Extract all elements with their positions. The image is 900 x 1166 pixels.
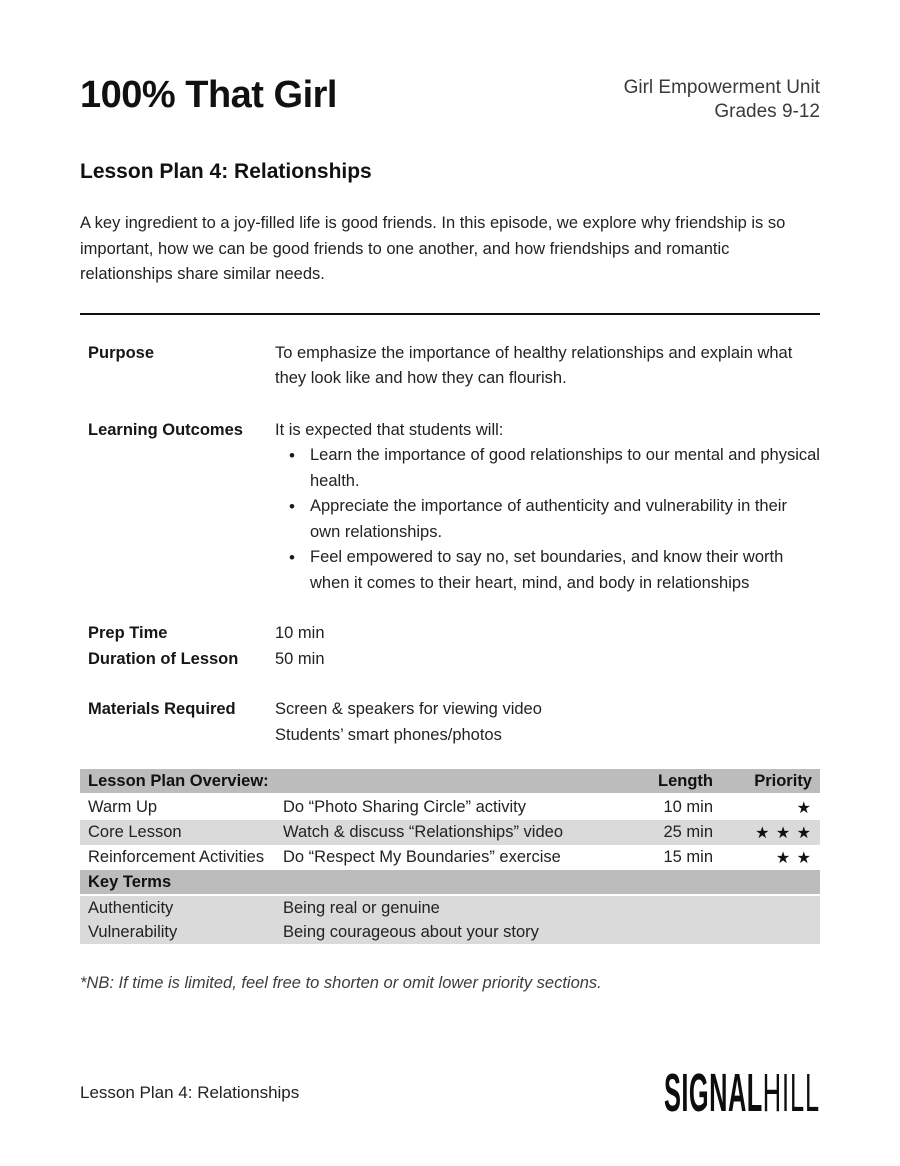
- priority-stars-icon: ★ ★: [775, 849, 812, 867]
- duration-label: Duration of Lesson: [88, 649, 239, 668]
- duration-value: 50 min: [275, 649, 325, 668]
- materials-list: [275, 697, 820, 748]
- outcome-item: • Feel empowered to say no, set boundaries, and know their worth when it comes to their heart, mind, and body in relationships: [275, 545, 820, 596]
- outcomes-intro: It is expected that students will:: [275, 420, 504, 439]
- activity-name: Reinforcement Activities: [88, 848, 265, 866]
- key-term: Vulnerability: [80, 920, 275, 944]
- document-header: [80, 74, 820, 124]
- intro-paragraph: A key ingredient to a joy-filled life is good friends. In this episode, we explore why friendship is so important, how we can be good friends to one another, and how friendships and romantic relationships share similar needs.: [80, 214, 786, 283]
- table-row: [80, 845, 820, 870]
- outcome-item: • Appreciate the importance of authenticity and vulnerability in their own relationships.: [275, 494, 820, 545]
- duration-row: [88, 647, 820, 673]
- key-term: Authenticity: [80, 895, 275, 920]
- priority-column-header: Priority: [725, 769, 820, 794]
- purpose-row: [88, 341, 820, 392]
- activity-length: 10 min: [663, 798, 713, 816]
- priority-footnote: *NB: If time is limited, feel free to shorten or omit lower priority sections.: [80, 974, 602, 992]
- activity-name: Core Lesson: [80, 820, 275, 845]
- key-term-definition: Being courageous about your story: [275, 920, 820, 944]
- section-divider: [80, 313, 820, 315]
- activity-name: Warm Up: [88, 798, 158, 816]
- outcome-item: • Learn the importance of good relationships to our mental and physical health.: [275, 443, 820, 494]
- activity-description: Do “Respect My Boundaries” exercise: [283, 848, 561, 866]
- lesson-overview-table: [80, 769, 820, 944]
- key-term-row: [80, 920, 820, 944]
- priority-stars-icon: ★: [796, 799, 812, 817]
- prep-time-value: 10 min: [275, 624, 325, 642]
- material-item: Screen & speakers for viewing video: [275, 700, 542, 718]
- priority-stars-icon: ★ ★ ★: [725, 820, 820, 845]
- materials-label: Materials Required: [88, 700, 236, 718]
- unit-info: [624, 74, 820, 124]
- learning-outcomes-label: Learning Outcomes: [88, 420, 243, 439]
- materials-row: [88, 697, 820, 748]
- activity-description: Do “Photo Sharing Circle” activity: [283, 798, 527, 816]
- document-footer: [80, 1063, 820, 1123]
- spacer: [88, 672, 820, 697]
- activity-description: Watch & discuss “Relationships” video: [275, 820, 630, 845]
- length-column-header: Length: [630, 769, 725, 794]
- footer-lesson-title: Lesson Plan 4: Relationships: [80, 1083, 300, 1102]
- logo-hill-text: HILL: [762, 1063, 820, 1123]
- unit-name: Girl Empowerment Unit: [623, 77, 820, 98]
- purpose-label: Purpose: [88, 343, 155, 362]
- signalhill-logo: [663, 1063, 820, 1123]
- overview-header-row: [80, 769, 820, 794]
- prep-time-label: Prep Time: [88, 624, 168, 642]
- key-term-row: [80, 895, 820, 920]
- lesson-plan-heading: Lesson Plan 4: Relationships: [80, 160, 372, 183]
- activity-length: 15 min: [663, 848, 713, 866]
- purpose-text: To emphasize the importance of healthy relationships and explain what they look like and how they can flourish.: [275, 343, 793, 387]
- table-row: [80, 820, 820, 845]
- learning-outcomes-content: [275, 418, 820, 597]
- activity-length: 25 min: [630, 820, 725, 845]
- table-row: [80, 794, 820, 820]
- grade-range: Grades 9-12: [714, 101, 820, 122]
- lesson-details: [80, 341, 820, 749]
- key-terms-header-row: [80, 870, 820, 895]
- material-item: Students’ smart phones/photos: [275, 725, 502, 744]
- learning-outcomes-row: [88, 418, 820, 597]
- prep-time-row: [88, 621, 820, 647]
- outcomes-list: [275, 443, 820, 596]
- key-terms-header: Key Terms: [80, 870, 820, 895]
- document-title: 100% That Girl: [80, 74, 337, 116]
- logo-signal-text: SIGNAL: [663, 1063, 763, 1123]
- overview-header-title: Lesson Plan Overview:: [80, 769, 630, 794]
- key-term-definition: Being real or genuine: [275, 895, 820, 920]
